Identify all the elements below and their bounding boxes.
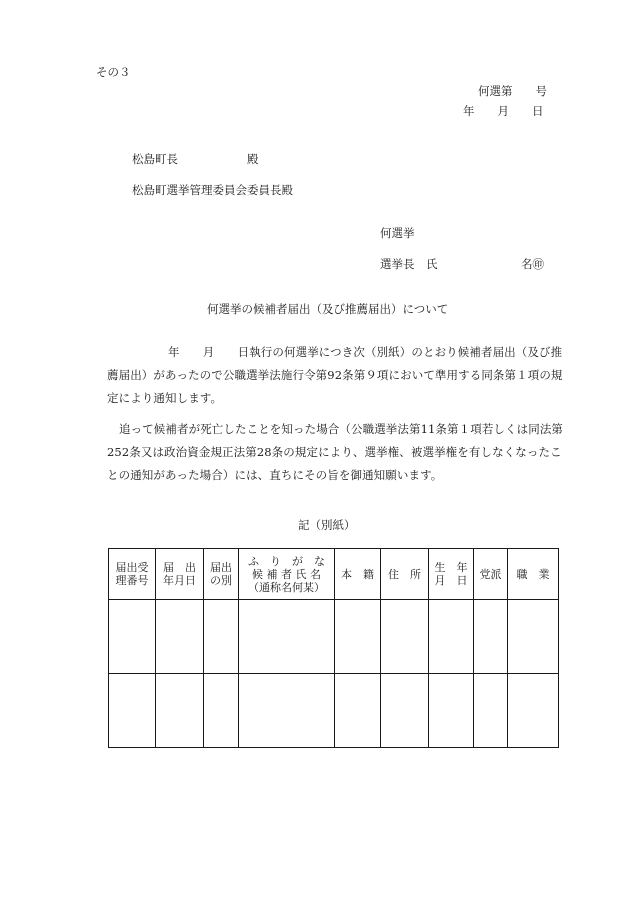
sender-chief: 選挙長 氏	[380, 257, 438, 271]
body-line: との通知があった場合）には、直ちにその旨を御通知願います。	[107, 468, 443, 482]
sender-name-seal: 名㊞	[521, 257, 544, 271]
subject-title: 何選挙の候補者届出（及び推薦届出）について	[207, 302, 449, 316]
table-cell[interactable]	[508, 600, 559, 674]
body-paragraph-2	[107, 418, 573, 487]
header-candidate-name: ふ り が な 候 補 者 氏 名 （通称名何某）	[239, 549, 335, 600]
body-line: 252条又は政治資金規正法第28条の規定により、選挙権、被選挙権を有しなくなったこ	[107, 445, 562, 459]
header-receipt-number: 届出受 理番号	[109, 549, 156, 600]
table-cell[interactable]	[381, 674, 429, 748]
candidate-table	[108, 548, 559, 748]
document-reference: 何選第 号	[478, 84, 547, 98]
header-filing-type: 届出 の別	[204, 549, 239, 600]
issue-date: 年 月 日	[463, 104, 544, 118]
table-cell[interactable]	[109, 674, 156, 748]
table-cell[interactable]	[239, 600, 335, 674]
table-cell[interactable]	[335, 674, 381, 748]
header-occupation: 職 業	[508, 549, 559, 600]
header-party: 党派	[474, 549, 508, 600]
table-cell[interactable]	[474, 674, 508, 748]
body-line: 年 月 日執行の何選挙につき次（別紙）のとおり候補者届出（及び推	[168, 345, 563, 359]
form-number: その３	[96, 65, 131, 79]
header-filing-date: 届 出 年月日	[156, 549, 204, 600]
table-row	[109, 674, 559, 748]
table-cell[interactable]	[335, 600, 381, 674]
body-line: 追って候補者が死亡したことを知った場合（公職選挙法第11条第１項若しくは同法第	[119, 422, 564, 436]
table-cell[interactable]	[381, 600, 429, 674]
table-cell[interactable]	[156, 600, 204, 674]
table-cell[interactable]	[508, 674, 559, 748]
recipient-town-mayor: 松島町長 殿	[132, 152, 259, 166]
body-paragraph-1	[107, 341, 573, 410]
header-address: 住 所	[381, 549, 429, 600]
sender-election: 何選挙	[380, 226, 415, 240]
table-cell[interactable]	[204, 674, 239, 748]
table-cell[interactable]	[239, 674, 335, 748]
body-line: 薦届出）があったので公職選挙法施行令第92条第９項において準用する同条第１項の規	[107, 368, 563, 382]
table-cell[interactable]	[109, 600, 156, 674]
table-cell[interactable]	[429, 600, 474, 674]
recipient-election-committee: 松島町選挙管理委員会委員長殿	[132, 183, 293, 197]
record-heading: 記（別紙）	[298, 518, 356, 532]
table-cell[interactable]	[474, 600, 508, 674]
table-cell[interactable]	[429, 674, 474, 748]
body-line: 定により通知します。	[107, 391, 223, 405]
header-birth-date: 生 年 月 日	[429, 549, 474, 600]
table-header-row	[109, 549, 559, 600]
table-row	[109, 600, 559, 674]
header-registered-domicile: 本 籍	[335, 549, 381, 600]
table-cell[interactable]	[156, 674, 204, 748]
table-cell[interactable]	[204, 600, 239, 674]
